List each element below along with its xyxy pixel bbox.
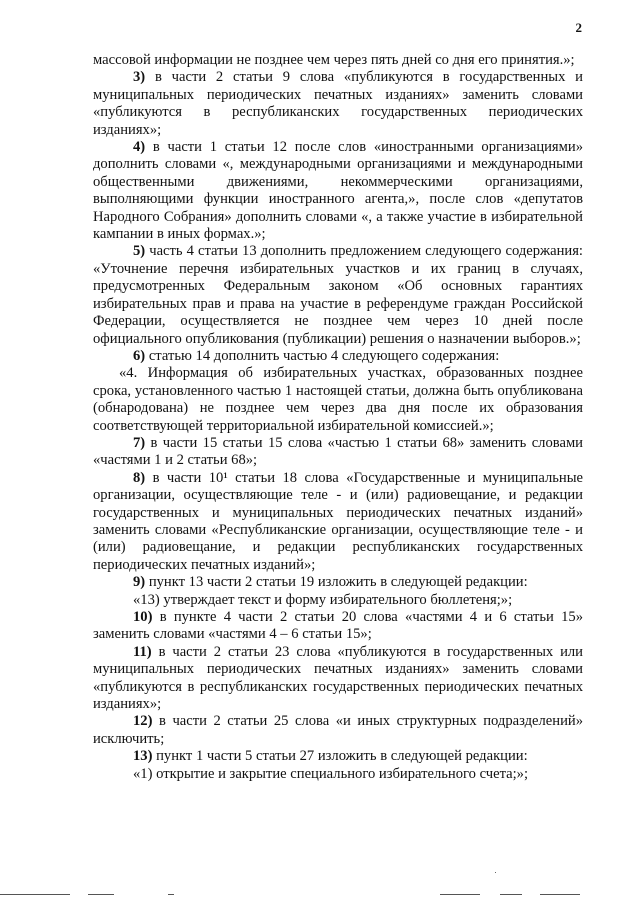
item-marker: 8) [133,469,146,486]
paragraph-continuation [93,52,583,69]
paragraph-text: в части 2 статьи 9 слова «публикуются в государственных и муниципальных периодических печатных изданиях» заменить словами «публикуются в республиканских государственных периодических изданиях»; [93,69,583,138]
item-marker: 11) [133,643,152,660]
paragraph-text: пункт 13 части 2 статьи 19 изложить в следующей редакции: [145,574,528,591]
paragraph-text: «4. Информация об избирательных участках, образованных позднее срока, установленного частью 1 настоящей статьи, должна быть опубликована (обнародована) не позднее чем через два дня после их образования соответствующей территориальной избирательной комиссией.»; [93,365,583,434]
item-marker: 6) [133,347,146,364]
footer-rule [500,894,522,895]
paragraph-item-5 [93,243,583,347]
scan-speck [495,872,496,873]
paragraph-text: в части 2 статьи 25 слова «и иных структурных подразделений» исключить; [93,713,583,747]
item-marker: 13) [133,748,153,765]
paragraph-item-8 [93,470,583,574]
item-marker: 9) [133,574,146,591]
paragraph-item-12 [93,713,583,748]
paragraph-item-3 [93,69,583,139]
footer-rule [540,894,580,895]
paragraph-quote [93,365,583,435]
page-number: 2 [575,20,582,35]
scan-footer-artifacts [0,890,640,900]
paragraph-text: «13) утверждает текст и форму избирательного бюллетеня;»; [133,591,513,608]
item-marker: 12) [133,713,153,730]
paragraph-sub [93,592,583,609]
paragraph-text: в части 2 статьи 23 слова «публикуются в государственных или муниципальных периодических печатных изданиях» заменить словами «публикуются в республиканских государственных периодических печатных изданиях»; [93,643,583,713]
paragraph-text: массовой информации не позднее чем через пять дней со дня его принятия.»; [93,52,575,68]
paragraph-text: статью 14 дополнить частью 4 следующего содержания: [145,347,500,364]
footer-rule [88,894,114,895]
footer-rule [440,894,480,895]
paragraph-text: в пункте 4 части 2 статьи 20 слова «частями 4 и 6 статьи 15» заменить словами «частями 4 – 6 статьи 15»; [93,609,583,643]
paragraph-text: часть 4 статьи 13 дополнить предложением следующего содержания: «Уточнение перечня избирательных участков и их границ в случаях, предусмотренных Федеральным законом «Об основных гарантиях избирательных прав и права на участие в референдуме граждан Российской Федерации, осуществляется не позднее чем через 10 дней после официального опубликования (публикации) решения о назначении выборов.»; [93,243,583,347]
footer-rule [168,894,174,895]
document-body [93,52,583,783]
item-marker: 4) [133,139,146,156]
paragraph-item-4 [93,139,583,243]
paragraph-text: в части 15 статьи 15 слова «частью 1 статьи 68» заменить словами «частями 1 и 2 статьи 68»; [93,434,583,469]
item-marker: 5) [133,243,146,260]
item-marker: 3) [133,69,146,86]
paragraph-item-9 [93,574,583,591]
item-marker: 7) [133,434,146,451]
paragraph-sub [93,766,583,783]
paragraph-item-13 [93,748,583,765]
paragraph-text: пункт 1 части 5 статьи 27 изложить в следующей редакции: [152,748,528,765]
footer-rule [0,894,70,895]
paragraph-item-11 [93,644,583,714]
paragraph-text: «1) открытие и закрытие специального избирательного счета;»; [133,765,529,782]
paragraph-text: в части 1 статьи 12 после слов «иностранными организациями» дополнить словами «, международными организациями и международными общественными движениями, некоммерческими организациями, выполняющими функции иностранного агента,», после слов «депутатов Народного Собрания» дополнить словами «, а также участие в избирательной кампании в иных формах.»; [93,139,583,243]
paragraph-item-10 [93,609,583,644]
paragraph-item-6 [93,348,583,365]
item-marker: 10) [133,609,153,625]
paragraph-text: в части 10¹ статьи 18 слова «Государственные и муниципальные организации, осуществляющие теле - и (или) радиовещание, и редакции государственных и муниципальных периодических печатных изданий» заменить словами «Республиканские организации, осуществляющие теле - и (или) радиовещание, и редакции республиканских государственных периодических печатных изданий»; [93,469,583,573]
paragraph-item-7 [93,435,583,470]
